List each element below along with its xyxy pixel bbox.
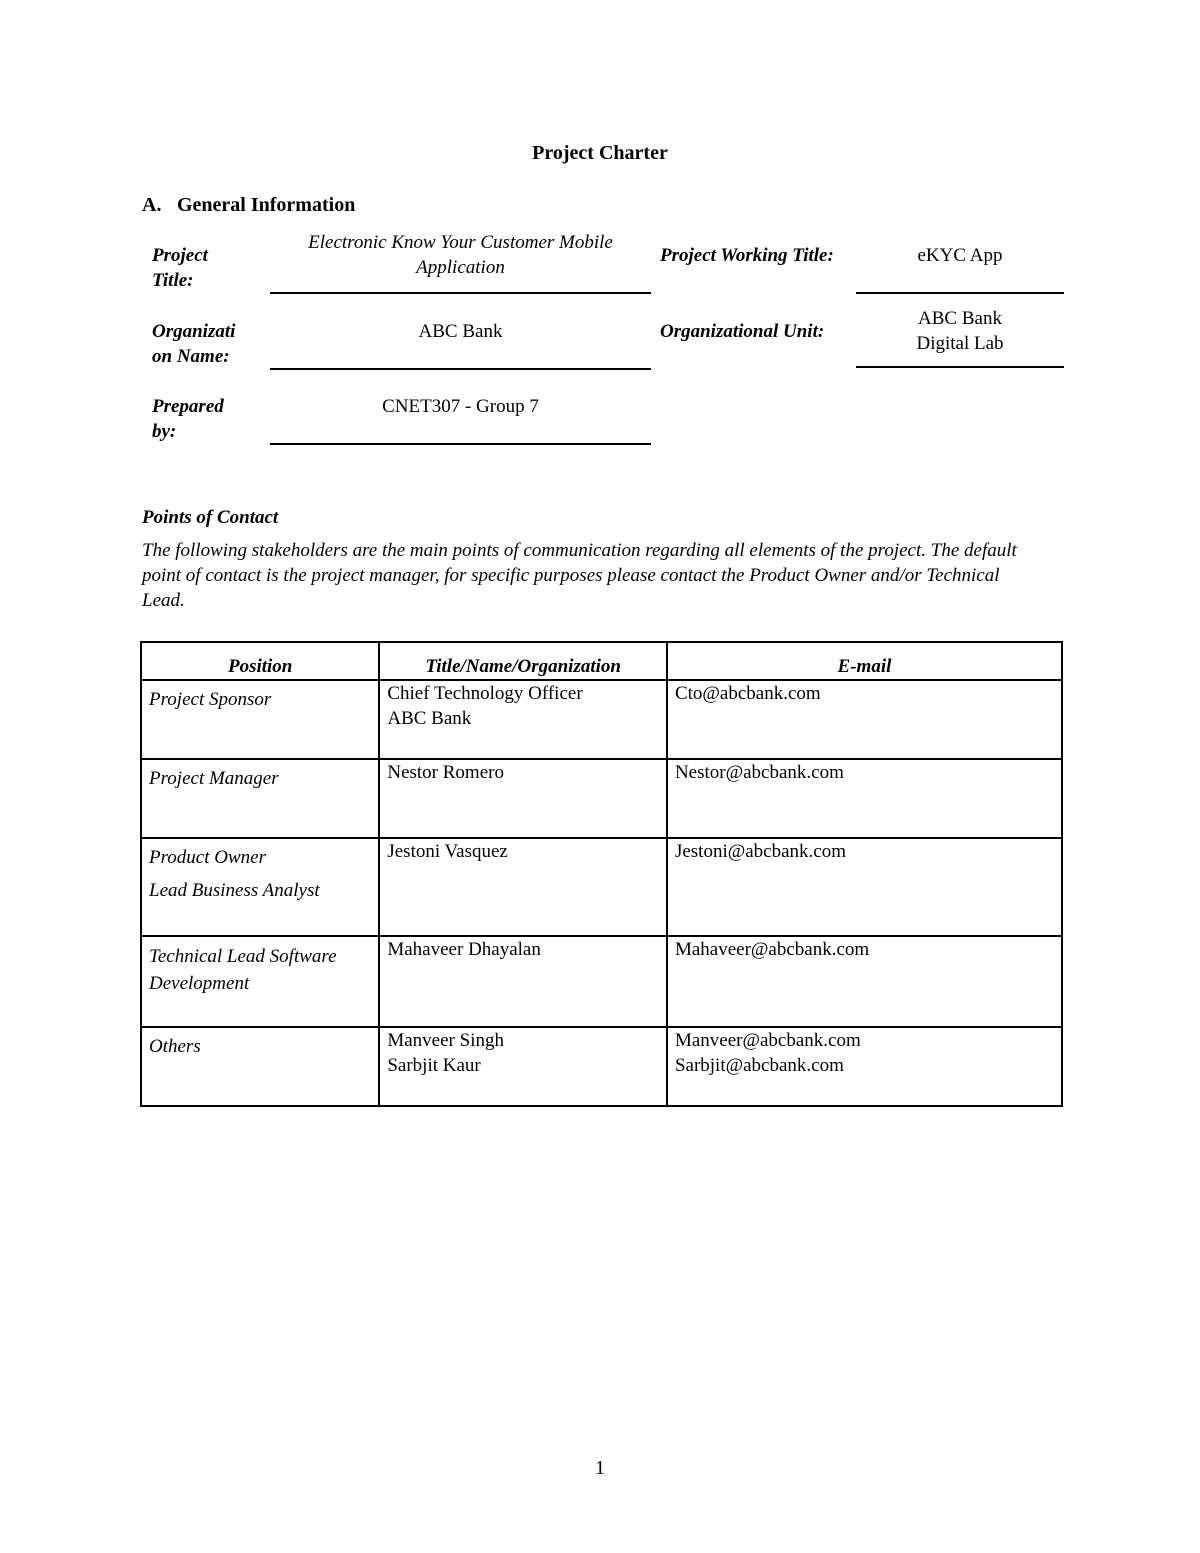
page-number: 1 [595, 1457, 605, 1479]
column-header-name: Title/Name/Organization [379, 642, 667, 680]
position-text: Project Manager [149, 768, 279, 789]
points-of-contact-heading: Points of Contact [142, 507, 279, 528]
position-text: Technical Lead Software Development [149, 946, 337, 994]
table-row [141, 1027, 1062, 1106]
name-text: Sarbjit Kaur [387, 1055, 481, 1076]
project-title-value: Electronic Know Your Customer Mobile Application [270, 230, 651, 294]
column-header-position: Position [141, 642, 379, 680]
name-text: Jestoni Vasquez [387, 841, 508, 862]
position-text: Lead Business Analyst [149, 880, 320, 901]
section-title: General Information [177, 194, 356, 216]
position-text: Product Owner [149, 847, 266, 868]
name-text: Mahaveer Dhayalan [387, 939, 541, 960]
section-letter: A. [142, 194, 162, 216]
name-text: Nestor Romero [387, 762, 504, 783]
position-text: Others [149, 1036, 201, 1057]
name-cell [379, 838, 667, 936]
email-cell [667, 936, 1062, 1027]
org-name-value: ABC Bank [270, 319, 651, 370]
table-row [141, 680, 1062, 759]
document-title: Project Charter [532, 142, 668, 164]
email-cell [667, 680, 1062, 759]
email-link[interactable]: Sarbjit@abcbank.com [674, 1055, 844, 1076]
name-cell [379, 759, 667, 838]
name-cell [379, 1027, 667, 1106]
working-title-label: Project Working Title: [660, 245, 834, 266]
section-heading [142, 194, 355, 217]
org-unit-value: ABC Bank Digital Lab [856, 306, 1064, 368]
email-cell [667, 759, 1062, 838]
points-of-contact-description: The following stakeholders are the main points of communication regarding all elements of the project. The default point of contact is the project manager, for specific purposes please contact the Product Owner and/or Technical Lead. [142, 540, 1017, 611]
email-cell [667, 838, 1062, 936]
email-link[interactable]: Mahaveer@abcbank.com [674, 939, 870, 960]
email-link[interactable]: Nestor@abcbank.com [674, 762, 844, 783]
position-cell [141, 1027, 379, 1106]
prepared-by-value: CNET307 - Group 7 [270, 394, 651, 445]
position-cell [141, 936, 379, 1027]
working-title-value: eKYC App [856, 243, 1064, 294]
table-header-row [141, 642, 1062, 680]
org-name-label: Organizati on Name: [152, 321, 236, 367]
org-unit-label: Organizational Unit: [660, 321, 825, 342]
name-text: Chief Technology Officer [387, 683, 583, 704]
table-row [141, 936, 1062, 1027]
position-cell [141, 759, 379, 838]
table-row [141, 759, 1062, 838]
prepared-by-label: Prepared by: [152, 396, 224, 442]
email-link[interactable]: Cto@abcbank.com [674, 683, 821, 704]
column-header-email: E-mail [667, 642, 1062, 680]
name-cell [379, 680, 667, 759]
name-text: ABC Bank [387, 708, 472, 729]
contacts-table [140, 641, 1063, 1107]
position-cell [141, 680, 379, 759]
email-link[interactable]: Manveer@abcbank.com [674, 1030, 861, 1051]
name-cell [379, 936, 667, 1027]
table-row [141, 838, 1062, 936]
name-text: Manveer Singh [387, 1030, 504, 1051]
project-title-label: Project Title: [152, 245, 208, 291]
position-text: Project Sponsor [149, 689, 272, 710]
email-link[interactable]: Jestoni@abcbank.com [674, 841, 846, 862]
position-cell [141, 838, 379, 936]
email-cell [667, 1027, 1062, 1106]
